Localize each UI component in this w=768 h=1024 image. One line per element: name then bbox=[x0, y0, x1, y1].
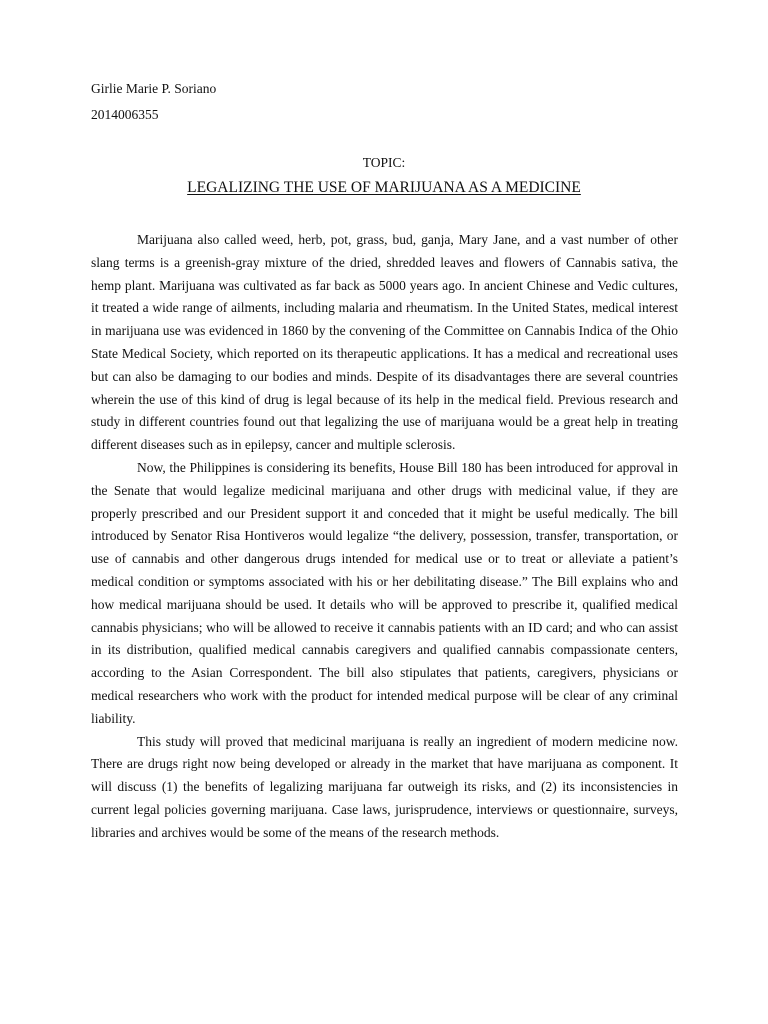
document-title: LEGALIZING THE USE OF MARIJUANA AS A MEDICINE bbox=[187, 179, 581, 196]
paragraph-1: Marijuana also called weed, herb, pot, grass, bud, ganja, Mary Jane, and a vast number of other slang terms is a greenish-gray mixture of the dried, shredded leaves and flowers of Cannabis sativa, the hemp plant. Marijuana was cultivated as far back as 5000 years ago. In ancient Chinese and Vedic cultures, it treated a wide range of ailments, including malaria and rheumatism. In the United States, medical interest in marijuana use was evidenced in 1860 by the convening of the Committee on Cannabis Indica of the Ohio State Medical Society, which reported on its therapeutic applications. It has a medical and recreational uses but can also be damaging to our bodies and minds. Despite of its disadvantages there are several countries wherein the use of this kind of drug is legal because of its help in the medical field. Previous research and study in different countries found out that legalizing the use of marijuana would be a great help in treating different diseases such as in epilepsy, cancer and multiple sclerosis. bbox=[91, 232, 678, 453]
body-text bbox=[91, 229, 678, 845]
topic-label: TOPIC: bbox=[362, 155, 406, 170]
student-number: 2014006355 bbox=[91, 107, 159, 122]
author-name: Girlie Marie P. Soriano bbox=[91, 81, 217, 96]
paragraph-2: Now, the Philippines is considering its benefits, House Bill 180 has been introduced for approval in the Senate that would legalize medicinal marijuana and other drugs with medicinal value, if they are properly prescribed and our President support it and conceded that it might be useful medically. The bill introduced by Senator Risa Hontiveros would legalize “the delivery, possession, transfer, transportation, or use of cannabis and other dangerous drugs intended for medical use or to treat or alleviate a patient’s medical condition or symptoms associated with his or her debilitating disease.” The Bill explains who and how medical marijuana should be used. It details who will be approved to prescribe it, qualified medical cannabis physicians; who will be allowed to receive it cannabis patients with an ID card; and who can assist in its distribution, qualified medical cannabis caregivers and qualified cannabis compassionate centers, according to the Asian Correspondent. The bill also stipulates that patients, caregivers, physicians or medical researchers who work with the product for intended medical purpose will be clear of any criminal liability. bbox=[91, 459, 678, 726]
paragraph-3: This study will proved that medicinal marijuana is really an ingredient of modern medicine now. There are drugs right now being developed or already in the market that have marijuana as component. It will discuss (1) the benefits of legalizing marijuana far outweigh its risks, and (2) its inconsistencies in current legal policies governing marijuana. Case laws, jurisprudence, interviews or questionnaire, surveys, libraries and archives would be some of the means of the research methods. bbox=[91, 733, 678, 840]
author-block bbox=[91, 76, 216, 128]
